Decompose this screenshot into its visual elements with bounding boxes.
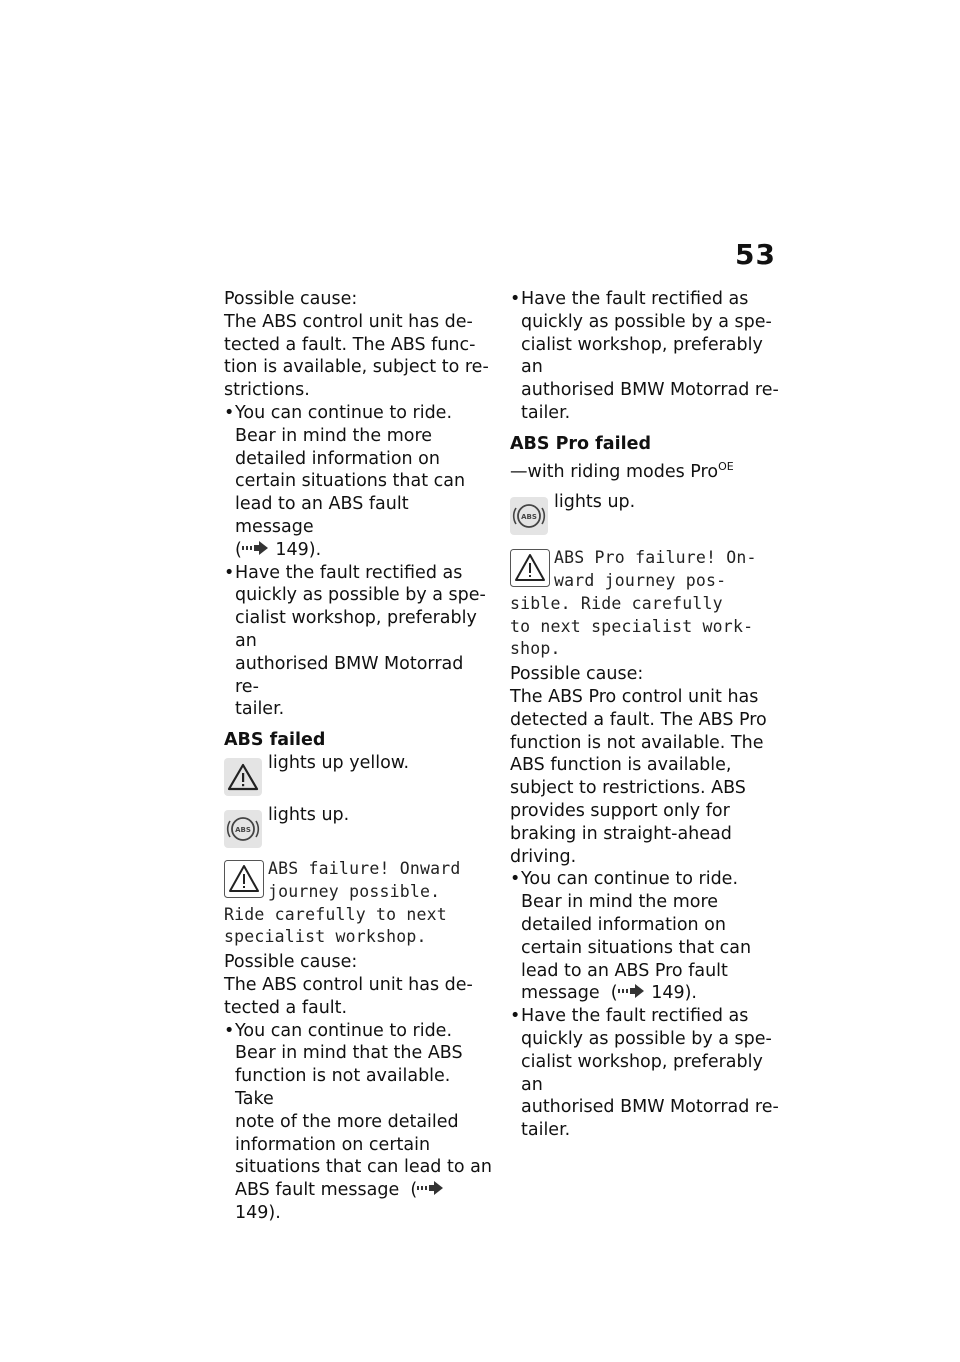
bullet-line: authorised BMW Motorrad re- <box>521 380 779 401</box>
bullet-line: function is not available. Take <box>235 1066 451 1109</box>
bullet-line: Bear in mind the more <box>235 425 433 446</box>
possible-cause-label: Possible cause: <box>224 289 358 309</box>
svg-text:ABS: ABS <box>521 513 537 522</box>
bullet-line: Have the fault rectified as <box>521 289 749 309</box>
possible-cause-label: Possible cause: <box>224 952 358 973</box>
bullet-line: You can continue to ride. <box>235 402 453 423</box>
cause-line: The ABS Pro control unit has <box>510 686 759 707</box>
display-message <box>510 547 782 661</box>
bullet-line: Have the fault rectified as <box>235 562 463 583</box>
bullet-line: detailed information on <box>235 448 440 469</box>
left-column <box>224 288 492 1225</box>
bullet-dot: • <box>510 869 521 890</box>
bullet-have-fault-rectified <box>510 1005 782 1142</box>
page-ref[interactable]: 149). <box>235 1202 281 1223</box>
warning-triangle-icon <box>510 549 550 587</box>
bullet-line: quickly as possible by a spe- <box>521 311 772 332</box>
page-reference-arrow-icon <box>618 983 646 999</box>
message-line: sible. Ride carefully <box>510 593 723 613</box>
bullet-dot: • <box>510 1006 521 1027</box>
bullet-line: cialist workshop, preferably an <box>521 334 763 378</box>
bullet-line: lead to an ABS Pro fault <box>521 960 728 981</box>
cause-line: The ABS control unit has de- <box>224 311 473 332</box>
bullet-line: situations that can lead to an <box>235 1157 492 1178</box>
bullet-line: tailer. <box>521 1120 571 1141</box>
cause-line: The ABS control unit has de- <box>224 974 473 995</box>
abs-icon <box>224 810 262 848</box>
message-line: journey possible. <box>268 881 441 901</box>
page-ref[interactable]: 149). <box>651 983 697 1004</box>
section-heading-abs-failed: ABS failed <box>224 730 326 751</box>
message-line: shop. <box>510 639 561 659</box>
cause-line: braking in straight-ahead <box>510 823 732 844</box>
bullet-line: authorised BMW Motorrad re- <box>235 653 464 697</box>
bullet-line: cialist workshop, preferably an <box>521 1051 763 1095</box>
bullet-continue-ride <box>224 1020 492 1225</box>
message-line: ABS failure! Onward <box>268 858 461 878</box>
bullet-line: quickly as possible by a spe- <box>521 1028 772 1049</box>
cause-line: strictions. <box>224 380 310 401</box>
option-equipment-mark: OE <box>718 459 734 473</box>
bullet-continue-ride <box>510 868 782 1005</box>
bullet-line: tailer. <box>235 699 285 720</box>
indicator-text: lights up. <box>268 804 350 825</box>
bullet-line: Have the fault rectified as <box>521 1006 749 1027</box>
bullet-line: lead to an ABS fault message <box>235 494 409 537</box>
abs-icon <box>510 497 548 535</box>
warning-triangle-icon <box>224 758 262 796</box>
message-line: ABS Pro failure! On- <box>554 548 757 568</box>
cause-line: ABS function is available, <box>510 755 732 776</box>
bullet-dot: • <box>224 1020 235 1041</box>
section-heading-abs-pro-failed: ABS Pro failed <box>510 433 651 454</box>
bullet-line: quickly as possible by a spe- <box>235 585 486 606</box>
bullet-line-ref: ( 149). <box>235 539 322 560</box>
cause-line: tion is available, subject to re- <box>224 357 489 378</box>
indicator-row-warning <box>224 752 492 796</box>
cause-line: tected a fault. The ABS func- <box>224 334 476 355</box>
message-line: ward journey pos- <box>554 571 727 590</box>
bullet-have-fault-rectified <box>510 288 782 425</box>
bullet-line: certain situations that can <box>521 937 752 958</box>
bullet-line: cialist workshop, preferably an <box>235 608 477 651</box>
display-message <box>224 858 492 949</box>
bullet-line: information on certain <box>235 1134 431 1155</box>
message-line: specialist workshop. <box>224 927 427 947</box>
cause-line: tected a fault. <box>224 997 348 1018</box>
page-number: 53 <box>735 238 776 271</box>
svg-text:ABS: ABS <box>235 825 251 834</box>
bullet-line: You can continue to ride. <box>521 869 739 890</box>
bullet-have-fault-rectified <box>224 562 492 722</box>
cause-line: provides support only for <box>510 800 730 821</box>
bullet-line: note of the more detailed <box>235 1111 459 1132</box>
message-line: to next specialist work- <box>510 616 754 636</box>
indicator-row-abs <box>510 491 782 535</box>
message-line: Ride carefully to next <box>224 904 447 924</box>
bullet-line: authorised BMW Motorrad re- <box>521 1097 779 1118</box>
riding-mode-condition: —with riding modes Pro$^{OE}$ <box>510 459 734 482</box>
bullet-line: You can continue to ride. <box>235 1020 453 1041</box>
bullet-continue-ride <box>224 402 492 562</box>
indicator-row-abs <box>224 804 492 848</box>
bullet-dot: • <box>224 402 235 423</box>
page-reference-arrow-icon <box>417 1180 445 1196</box>
indicator-text: lights up yellow. <box>268 752 410 773</box>
cause-line: subject to restrictions. ABS <box>510 778 746 799</box>
bullet-dot: • <box>510 289 521 309</box>
bullet-line: Bear in mind that the ABS <box>235 1043 463 1064</box>
bullet-line-ref: message ( 149). <box>521 983 697 1004</box>
possible-cause-label: Possible cause: <box>510 664 644 685</box>
bullet-line: Bear in mind the more <box>521 892 719 913</box>
page-ref[interactable]: 149). <box>275 539 322 560</box>
cause-line: driving. <box>510 846 577 867</box>
right-column <box>510 288 782 1142</box>
cause-line: function is not available. The <box>510 732 764 753</box>
bullet-line: detailed information on <box>521 914 726 935</box>
bullet-line-ref: ABS fault message ( 149). <box>235 1179 492 1225</box>
page-reference-arrow-icon <box>242 540 270 556</box>
cause-line: detected a fault. The ABS Pro <box>510 709 767 730</box>
bullet-dot: • <box>224 562 235 583</box>
indicator-text: lights up. <box>554 492 636 513</box>
bullet-line: certain situations that can <box>235 471 466 492</box>
bullet-line: tailer. <box>521 402 571 423</box>
warning-triangle-icon <box>224 860 264 898</box>
